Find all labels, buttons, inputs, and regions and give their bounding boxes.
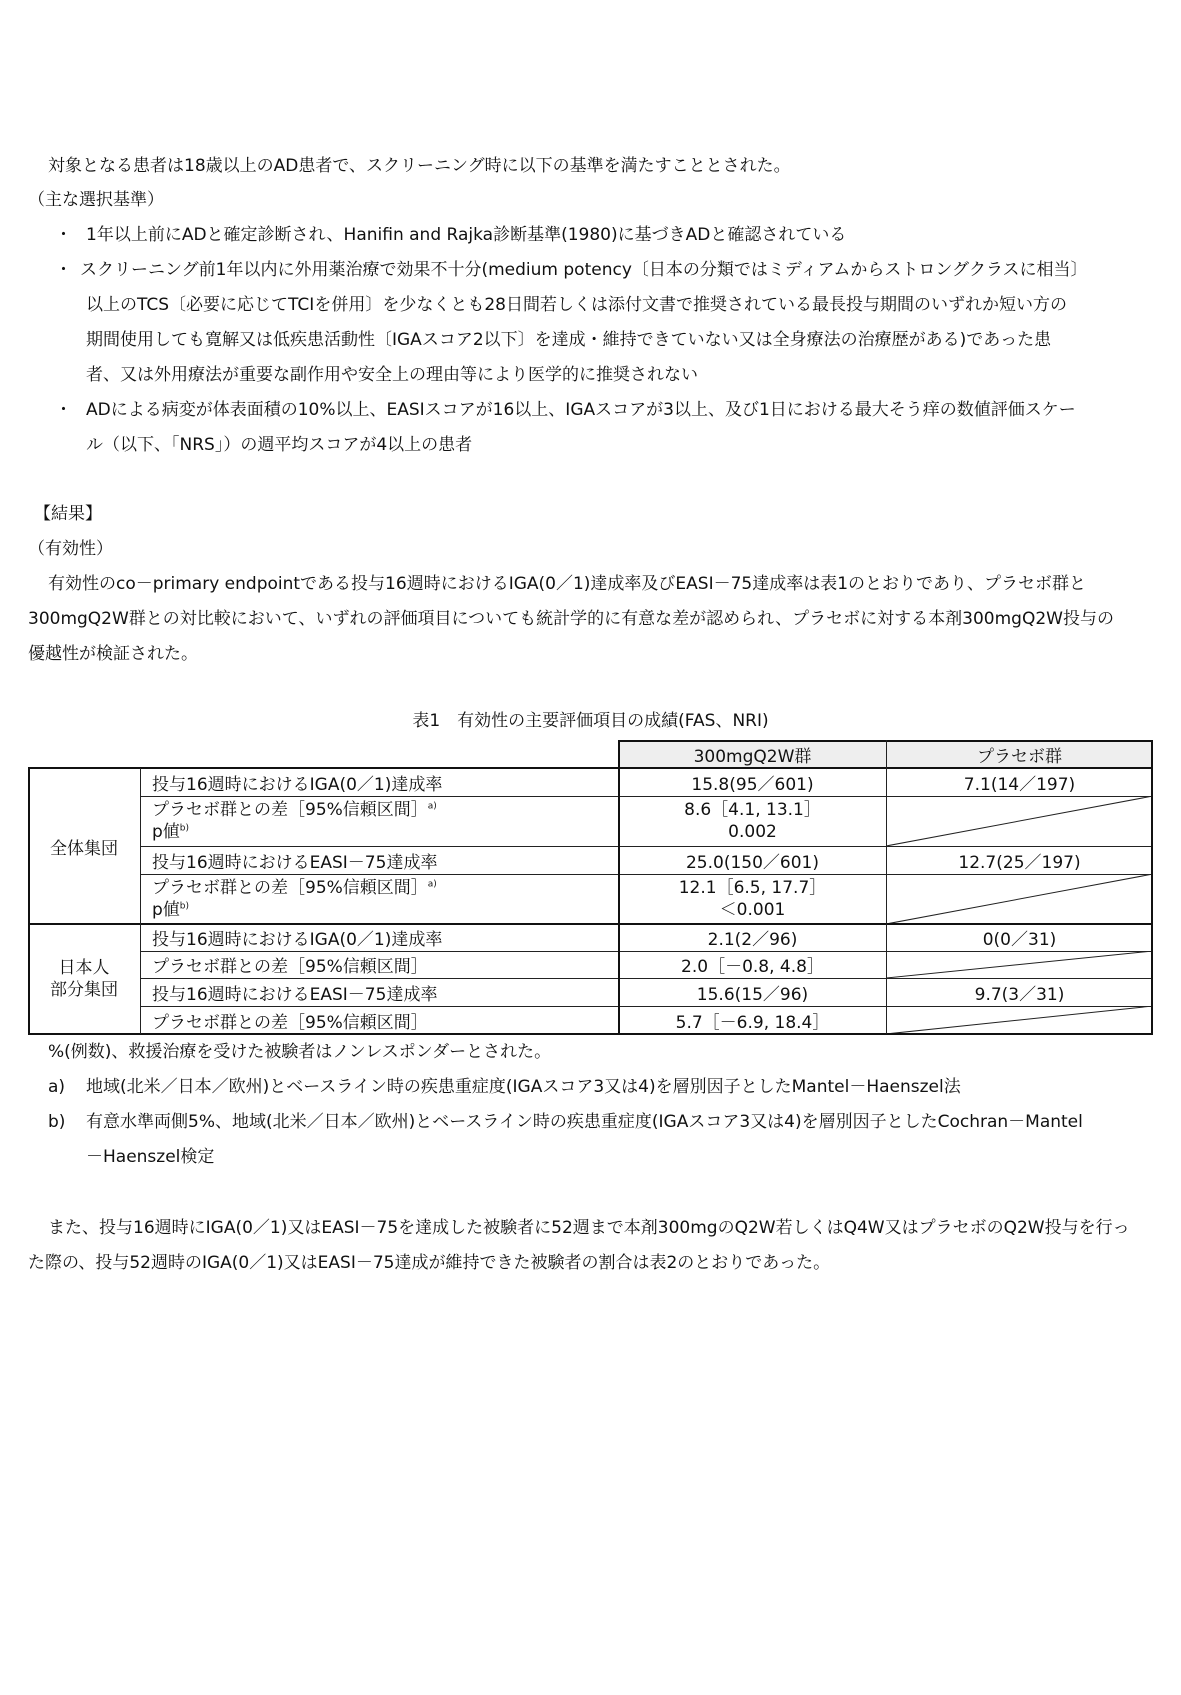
row-label: [140, 796, 619, 846]
results-paragraph: 優越性が検証された。: [28, 644, 198, 664]
empty-cell-diagonal: [886, 951, 1153, 978]
table-cell: 5.7［－6.9, 18.4］: [675, 1012, 830, 1033]
bullet-item-continued: ル（以下、「NRS」）の週平均スコアが4以上の患者: [86, 435, 473, 455]
footnote-text: 地域(北米／日本／欧州)とベースライン時の疾患重症度(IGAスコア3又は4)を層別因子としたMantel－Haenszel法: [86, 1077, 961, 1097]
row-label: [140, 874, 619, 924]
footnote-ref-a: a): [427, 801, 437, 812]
row-label-text: プラセボ群との差［95%信頼区間］: [152, 878, 428, 898]
group-label-japanese-line2: 部分集団: [50, 980, 118, 1000]
row-label: 投与16週時におけるEASI－75達成率: [152, 984, 438, 1005]
row-label: 投与16週時におけるIGA(0／1)達成率: [152, 774, 443, 795]
bullet-item-continued: 以上のTCS〔必要に応じてTCIを併用〕を少なくとも28日間若しくは添付文書で推奨されている最長投与期間のいずれか短い方の: [86, 295, 1067, 315]
footnote-mark: a): [48, 1077, 66, 1097]
table-rule: [140, 978, 1153, 979]
table-cell: 25.0(150／601): [685, 852, 819, 873]
table-cell: 15.6(15／96): [696, 984, 809, 1005]
row-label: プラセボ群との差［95%信頼区間］: [152, 1012, 428, 1033]
bullet-item-continued: 期間使用しても寛解又は低疾患活動性〔IGAスコア2以下〕を達成・維持できていない又は全身療法の治療歴がある)であった患: [86, 330, 1052, 350]
table-border: [28, 767, 30, 1035]
criteria-heading: （主な選択基準）: [28, 190, 164, 210]
table-rule: [140, 846, 1153, 847]
row-label: 投与16週時におけるIGA(0／1)達成率: [152, 930, 443, 950]
column-header-placebo: プラセボ群: [977, 746, 1062, 767]
bullet-item: スクリーニング前1年以内に外用薬治療で効果不十分(medium potency〔日本の分類ではミディアムからストロングクラスに相当〕: [80, 260, 1088, 280]
table-border: [28, 923, 1153, 925]
row-label-text: プラセボ群との差［95%信頼区間］: [152, 800, 428, 820]
table-border: [618, 740, 620, 1035]
table-rule: [140, 951, 1153, 952]
footnote-mark: b): [48, 1112, 66, 1132]
table-cell: 7.1(14／197): [963, 774, 1076, 795]
table-rule: [140, 796, 1153, 797]
table-rule: [140, 1006, 1153, 1007]
table-cell: 9.7(3／31): [974, 984, 1065, 1005]
table-cell-line: ＜0.001: [719, 900, 786, 920]
row-label-line: [152, 877, 437, 899]
results-heading: 【結果】: [34, 504, 102, 524]
closing-paragraph: また、投与16週時にIGA(0／1)又はEASI－75を達成した被験者に52週まで本剤300mgのQ2W若しくはQ4W又はプラセボのQ2W投与を行っ: [48, 1218, 1130, 1238]
group-label-japanese: [28, 924, 140, 1034]
table-cell: 12.7(25／197): [958, 852, 1081, 873]
table-cell: [619, 874, 886, 924]
results-paragraph: 有効性のco－primary endpointである投与16週時におけるIGA(0／1)達成率及びEASI－75達成率は表1のとおりであり、プラセボ群と: [48, 574, 1087, 594]
table-title: 表1 有効性の主要評価項目の成績(FAS、NRI): [412, 711, 769, 731]
row-label: プラセボ群との差［95%信頼区間］: [152, 957, 428, 977]
row-label: 投与16週時におけるEASI－75達成率: [152, 852, 438, 873]
table-border: [28, 767, 1153, 769]
efficacy-table: [28, 740, 1153, 1034]
row-label-line: [152, 821, 189, 843]
empty-cell-diagonal: [886, 796, 1153, 846]
footnote-text-continued: －Haenszel検定: [86, 1147, 215, 1167]
bullet-mark: ・: [55, 260, 72, 280]
table-cell-line: 0.002: [728, 822, 777, 842]
group-label-overall: 全体集団: [50, 838, 118, 859]
table-rule: [886, 740, 887, 1034]
table-cell: 15.8(95／601): [691, 774, 814, 795]
table-rule: [140, 768, 141, 1034]
bullet-item-continued: 者、又は外用療法が重要な副作用や安全上の理由等により医学的に推奨されない: [86, 365, 698, 385]
table-cell-line: 12.1［6.5, 17.7］: [678, 878, 827, 898]
table-cell-line: 8.6［4.1, 13.1］: [684, 800, 821, 820]
bullet-mark: ・: [55, 225, 72, 245]
empty-cell-diagonal: [886, 874, 1153, 924]
table-cell: 2.0［－0.8, 4.8］: [681, 957, 824, 977]
results-paragraph: 300mgQ2W群との対比較において、いずれの評価項目についても統計学的に有意な差が認められ、プラセボに対する本剤300mgQ2W投与の: [28, 609, 1114, 629]
table-cell: 0(0／31): [982, 930, 1057, 950]
table-cell: 2.1(2／96): [707, 930, 798, 950]
footnote-ref-b: b): [179, 901, 190, 912]
column-header-300mg: 300mgQ2W群: [693, 746, 812, 767]
footnote-ref-b: b): [179, 823, 190, 834]
table-note: %(例数)、救援治療を受けた被験者はノンレスポンダーとされた。: [48, 1042, 552, 1062]
footnote-text: 有意水準両側5%、地域(北米／日本／欧州)とベースライン時の疾患重症度(IGAスコア3又は4)を層別因子としたCochran－Mantel: [86, 1112, 1083, 1132]
bullet-item: ADによる病変が体表面積の10%以上、EASIスコアが16以上、IGAスコアが3以上、及び1日における最大そう痒の数値評価スケー: [86, 400, 1076, 420]
group-label-japanese-line1: 日本人: [58, 958, 110, 978]
table-border: [28, 1033, 1153, 1035]
intro-paragraph: 対象となる患者は18歳以上のAD患者で、スクリーニング時に以下の基準を満たすこととされた。: [48, 156, 791, 176]
row-label-line: [152, 899, 189, 921]
row-label-text: p値: [152, 822, 180, 842]
bullet-mark: ・: [55, 400, 72, 420]
efficacy-heading: （有効性）: [28, 539, 113, 559]
table-border: [1151, 740, 1153, 1035]
bullet-item: 1年以上前にADと確定診断され、Hanifin and Rajka診断基準(1980)に基づきADと確認されている: [86, 225, 847, 245]
row-label-text: p値: [152, 900, 180, 920]
row-label-line: [152, 799, 437, 821]
table-rule: [140, 874, 1153, 875]
closing-paragraph: た際の、投与52週時のIGA(0／1)又はEASI－75達成が維持できた被験者の割合は表2のとおりであった。: [28, 1253, 831, 1273]
footnote-ref-a: a): [427, 879, 437, 890]
table-cell: [619, 796, 886, 846]
empty-cell-diagonal: [886, 1006, 1153, 1034]
